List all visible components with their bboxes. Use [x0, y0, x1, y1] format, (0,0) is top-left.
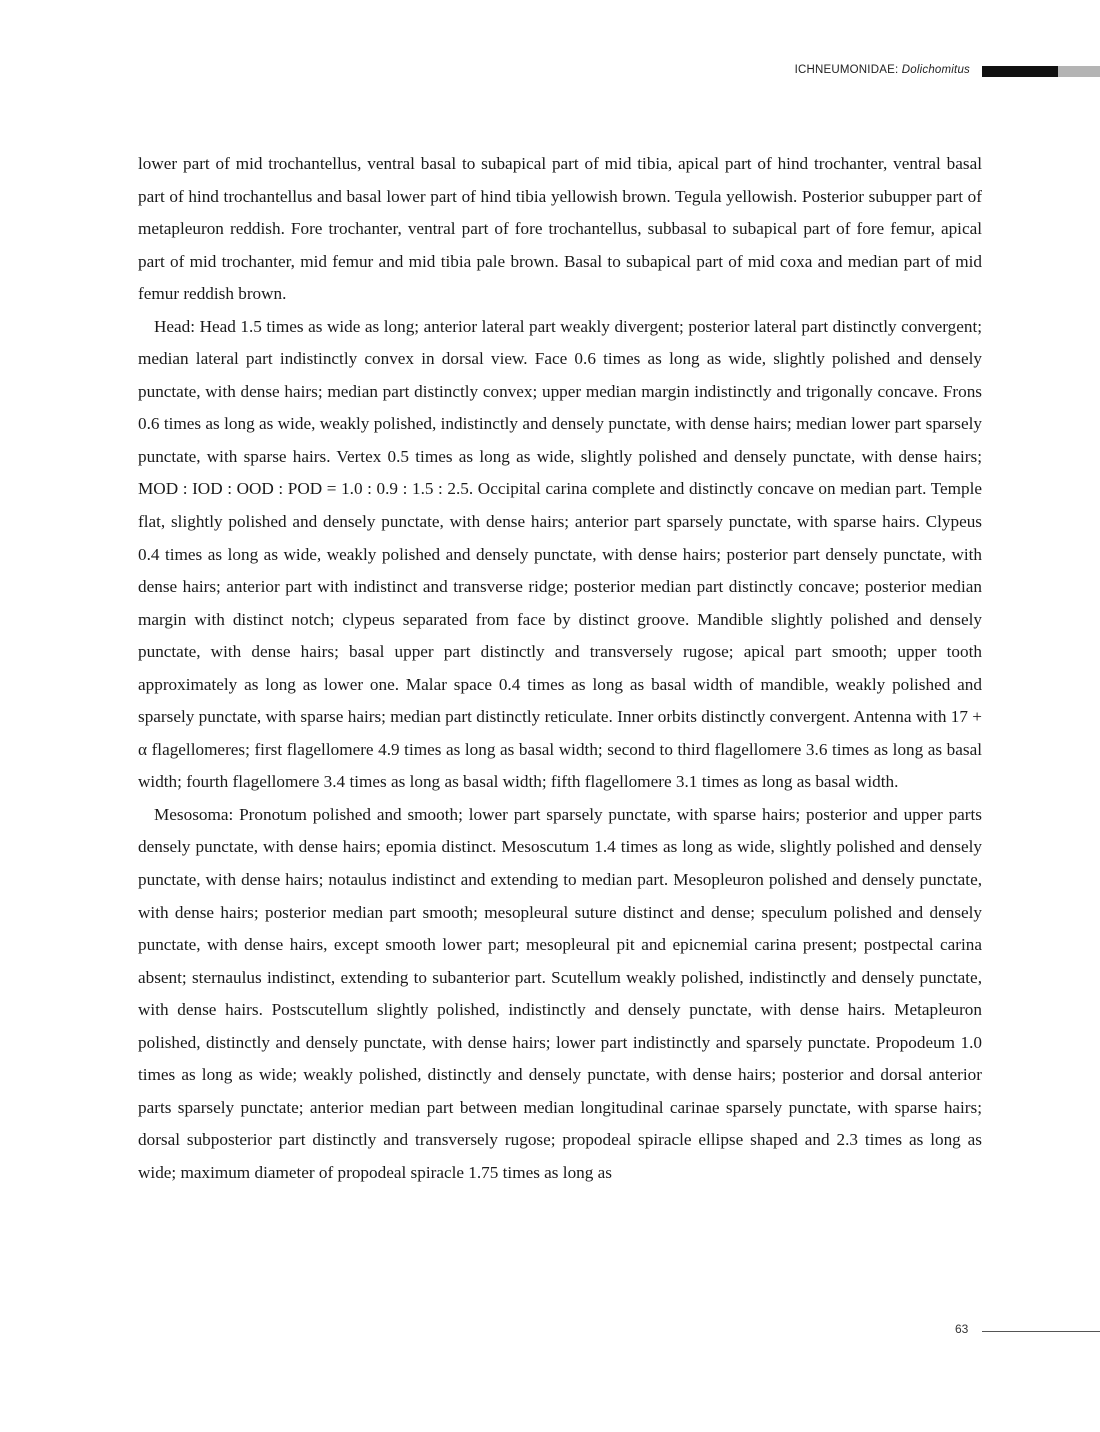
paragraph-continuation: lower part of mid trochantellus, ventral basal to subapical part of mid tibia, apical part of hind trochanter, ventral basal part of hind trochantellus and basal lower part of hind tibia yellowish brown. Tegula yellowish. Posterior subupper part of metapleuron reddish. Fore trochanter, ventral part of fore trochantellus, subbasal to subapical part of fore femur, apical part of mid trochanter, mid femur and mid tibia pale brown. Basal to subapical part of mid coxa and median part of mid femur reddish brown.	[138, 154, 982, 304]
page-footer	[0, 1322, 1100, 1342]
paragraph-head: Head: Head 1.5 times as wide as long; anterior lateral part weakly divergent; posterior lateral part distinctly convergent; median lateral part indistinctly convex in dorsal view. Face 0.6 times as long as wide, slightly polished and densely punctate, with dense hairs; median part distinctly convex; upper median margin indistinctly and trigonally concave. Frons 0.6 times as long as wide, weakly polished, indistinctly and densely punctate, with dense hairs; median lower part sparsely punctate, with sparse hairs. Vertex 0.5 times as long as wide, slightly polished and densely punctate, with dense hairs; MOD : IOD : OOD : POD = 1.0 : 0.9 : 1.5 : 2.5. Occipital carina complete and distinctly concave on median part. Temple flat, slightly polished and densely punctate, with dense hairs; anterior part sparsely punctate, with sparse hairs. Clypeus 0.4 times as long as wide, weakly polished and densely punctate, with dense hairs; posterior part densely punctate, with dense hairs; anterior part with indistinct and transverse ridge; posterior median part distinctly concave; posterior median margin with distinct notch; clypeus separated from face by distinct groove. Mandible slightly polished and densely punctate, with dense hairs; basal upper part distinctly and transversely rugose; apical part smooth; upper tooth approximately as long as lower one. Malar space 0.4 times as long as basal width of mandible, weakly polished and sparsely punctate, with sparse hairs; median part distinctly reticulate. Inner orbits distinctly convergent. Antenna with 17 + α flagellomeres; first flagellomere 4.9 times as long as basal width; second to third flagellomere 3.6 times as long as basal width; fourth flagellomere 3.4 times as long as basal width; fifth flagellomere 3.1 times as long as basal width.	[138, 316, 982, 792]
page-number: 63	[955, 1322, 969, 1336]
footer-rule	[982, 1331, 1100, 1332]
header-bar-dark	[982, 66, 1058, 77]
paragraph-mesosoma: Mesosoma: Pronotum polished and smooth; lower part sparsely punctate, with sparse hairs; posterior and upper parts densely punctate, with dense hairs; epomia distinct. Mesoscutum 1.4 times as long as wide, slightly polished and densely punctate, with dense hairs; notaulus indistinct and extending to median part. Mesopleuron polished and densely punctate, with dense hairs; posterior median part smooth; mesopleural suture distinct and dense; speculum polished and densely punctate, with dense hairs, except smooth lower part; mesopleural pit and epicnemial carina present; postpectal carina absent; sternaulus indistinct, extending to subanterior part. Scutellum weakly polished, indistinctly and densely punctate, with dense hairs. Postscutellum slightly polished, indistinctly and densely punctate, with dense hairs. Metapleuron polished, distinctly and densely punctate, with dense hairs; lower part indistinctly and sparsely punctate. Propodeum 1.0 times as long as wide; weakly polished, distinctly and densely punctate, with dense hairs; posterior and dorsal anterior parts sparsely punctate; anterior median part between median longitudinal carinae sparsely punctate, with sparse hairs; dorsal subposterior part distinctly and transversely rugose; propodeal spiracle ellipse shaped and 2.3 times as long as wide; maximum diameter of propodeal spiracle 1.75 times as long as	[138, 804, 982, 1182]
header-bar-grey	[1058, 66, 1100, 77]
running-header	[0, 62, 1100, 82]
header-family: ICHNEUMONIDAE:	[794, 64, 899, 76]
header-genus: Dolichomitus	[901, 64, 970, 76]
running-header-text	[795, 64, 970, 76]
body-text	[138, 148, 982, 1190]
